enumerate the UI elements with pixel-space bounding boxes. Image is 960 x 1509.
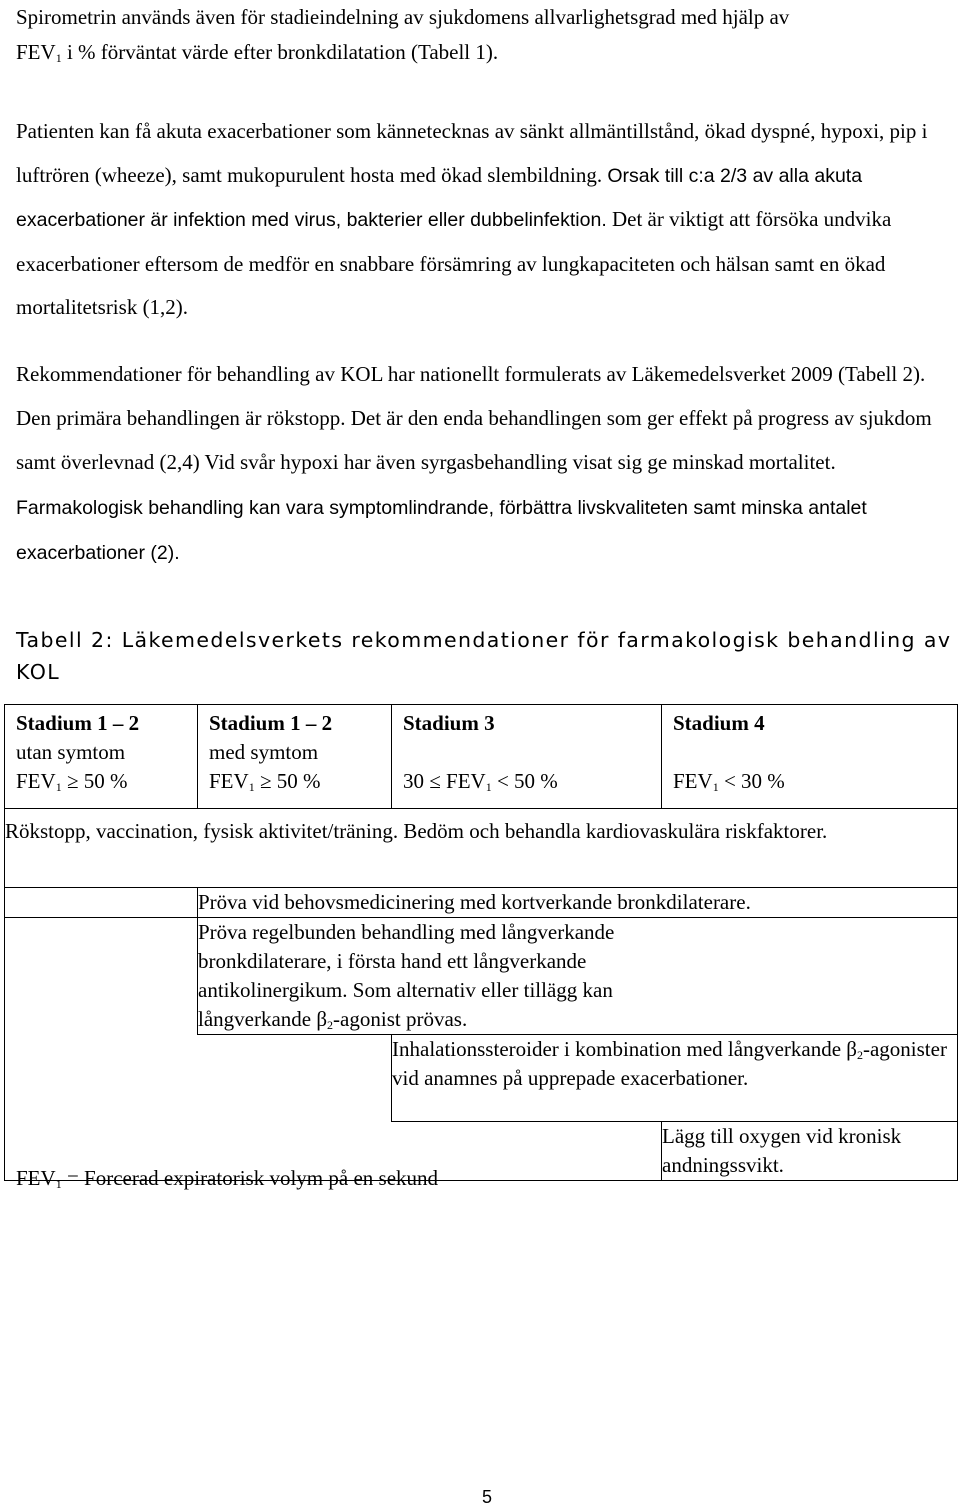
header-fev: $FEV_1 \ge 50$ % <box>209 769 321 794</box>
row-cell-all-stages: Rökstopp, vaccination, fysisk aktivitet/träning. Bedöm och behandla kardiovaskulära riskfaktorer. <box>5 809 958 888</box>
row-cell-stage-3-4: Inhalationssteroider i kombination med långverkande $\beta_2$-agonister vid anamnes på upprepade exacerbationer. <box>392 1035 958 1122</box>
header-subtitle: utan symtom <box>16 740 126 764</box>
table-header-row <box>5 705 958 809</box>
paragraph-text: Det är viktigt att försöka undvika exacerbationer eftersom de medför en snabbare försämring av lungkapaciteten och hälsan samt en ökad mortalitetsrisk (1,2). <box>16 207 892 319</box>
header-title: Stadium 3 <box>403 711 495 735</box>
fev-label: FEV <box>16 40 56 64</box>
row-cell-stage-4: Lägg till oxygen vid kronisk andningssvikt. <box>662 1122 958 1181</box>
header-cell-stage-1-2-symptoms <box>198 705 392 809</box>
table-row <box>5 809 958 888</box>
paragraph-text: i % förväntat värde efter bronkdilatation (Tabell 1). <box>61 40 499 64</box>
row-cell-stage-1-4: Pröva vid behovsmedicinering med kortverkande bronkdilaterare. <box>198 888 958 918</box>
paragraph-text-sans: Farmakologisk behandling kan vara symptomlindrande, förbättra livskvaliteten samt minska antalet exacerbationer (2). <box>16 497 867 564</box>
header-cell-stage-4 <box>662 705 958 809</box>
row-cell-stage-1-4-longacting: Pröva regelbunden behandling med långverkande bronkdilaterare, i första hand ett långverkande antikolinergikum. Som alternativ eller tillägg kan långverkande $\beta_2$-agonist prövas. <box>198 918 662 1035</box>
header-cell-stage-1-2-no-symptoms <box>5 705 198 809</box>
paragraph-text: Rekommendationer för behandling av KOL har nationellt formulerats av Läkemedelsverket 2009 (Tabell 2). Den primära behandlingen är rökstopp. Det är den enda behandlingen som ger effekt på progress av sjukdom samt överlevnad (2,4) Vid svår hypoxi har även syrgasbehandling visat sig ge minskad mortalitet. <box>16 362 932 474</box>
treatment-table <box>4 704 958 1181</box>
header-title: Stadium 4 <box>673 711 765 735</box>
header-cell-stage-3 <box>392 705 662 809</box>
table-row <box>5 1035 958 1122</box>
table-row <box>5 918 958 1035</box>
header-fev: $FEV_1 \ge 50$ % <box>16 769 128 794</box>
header-fev: $FEV_1 < 30$ % <box>673 769 785 794</box>
paragraph-exacerbations <box>16 110 946 330</box>
fev-subscript: 1 <box>55 51 62 65</box>
header-subtitle: med symtom <box>209 740 319 764</box>
paragraph-text: Patienten kan få akuta exacerbationer som kännetecknas av sänkt allmäntillstånd, ökad dyspné, hypoxi, pip i luftrören (wheeze), samt mukopurulent hosta med ökad slembildning. <box>16 119 928 187</box>
header-fev: $30 \le FEV_1 < 50$ % <box>403 769 558 794</box>
paragraph-text: Spirometrin används även för stadieindelning av sjukdomens allvarlighetsgrad med hjälp av <box>16 5 790 29</box>
table-row <box>5 888 958 918</box>
table-caption: Tabell 2: Läkemedelsverkets rekommendationer för farmakologisk behandling av KOL <box>16 628 952 684</box>
paragraph-spirometry <box>16 0 946 70</box>
paragraph-text-sans: Orsak till c:a 2/3 av alla akuta exacerbationer är infektion med virus, bakterier eller dubbelinfektion. <box>16 164 863 231</box>
page-number: 5 <box>482 1487 493 1507</box>
footnote: $FEV_1$ = Forcerad expiratorisk volym på en sekund <box>16 1166 439 1191</box>
header-title: Stadium 1 – 2 <box>16 711 140 735</box>
paragraph-recommendations <box>16 352 946 575</box>
header-title: Stadium 1 – 2 <box>209 711 333 735</box>
